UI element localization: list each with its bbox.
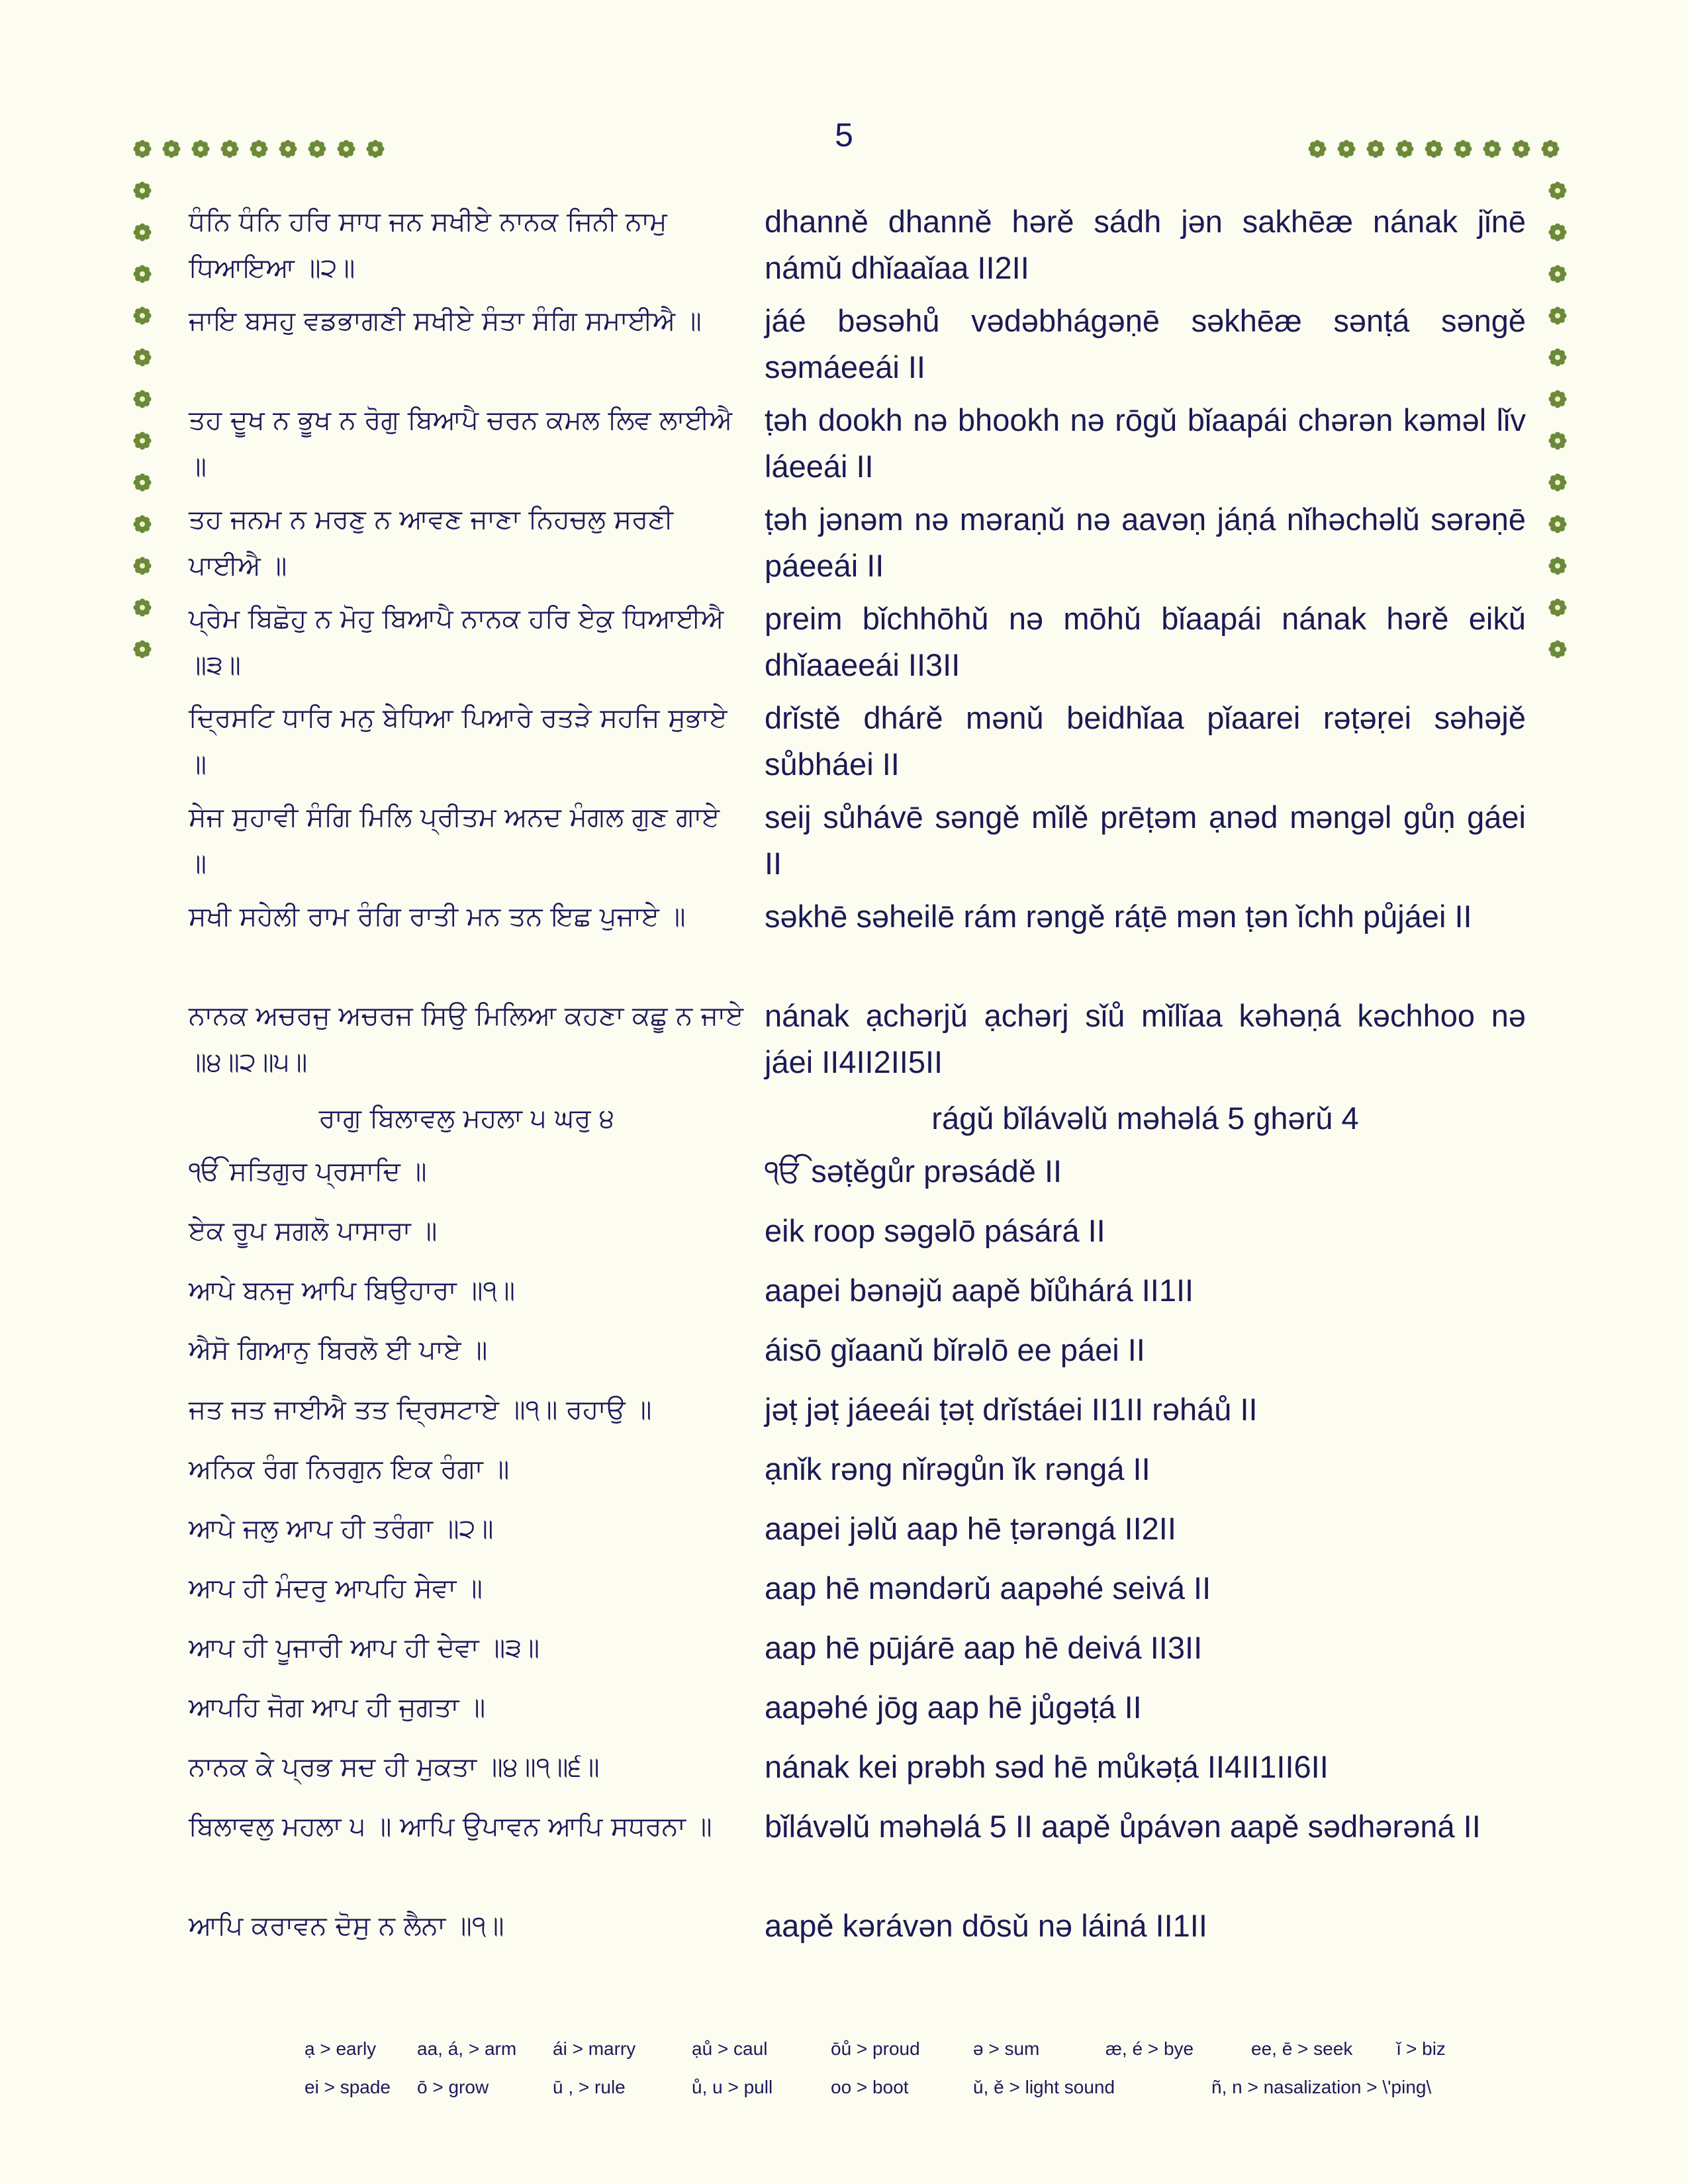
- transliteration-text: nának ạchərjǔ ạchərj sǐů mǐlǐaa kəhəṇá kəchhoo nə jáei II4II2II5II: [765, 998, 1526, 1079]
- legend-item: ōů > proud: [831, 2038, 920, 2059]
- flower-ornament-icon: [1548, 639, 1568, 659]
- flower-ornament-icon: [191, 139, 211, 159]
- gurmukhi-text: ਆਪੇ ਬਨਜੁ ਆਪਿ ਬਿਉਹਾਰਾ ॥੧॥: [189, 1275, 516, 1306]
- transliteration-text: jáé bəsəhů vədəbhágəṇē səkhēæ sənṭá səngě səmáeeái II: [765, 303, 1526, 385]
- gurmukhi-text: ਆਪਹਿ ਜੋਗ ਆਪ ਹੀ ਜੁਗਤਾ ॥: [189, 1692, 486, 1723]
- transliteration-text: eik roop səgəlō pásárá II: [765, 1213, 1105, 1248]
- gurmukhi-text: ਅਨਿਕ ਰੰਗ ਨਿਰਗੁਨ ਇਕ ਰੰਗਾ ॥: [189, 1454, 510, 1484]
- legend-item: ái > marry: [553, 2038, 636, 2059]
- flower-ornament-icon: [1511, 139, 1531, 159]
- flower-ornament-icon: [336, 139, 356, 159]
- flower-ornament-icon: [1548, 389, 1568, 409]
- gurmukhi-text: ਰਾਗੁ ਬਿਲਾਵਲੁ ਮਹਲਾ ੫ ਘਰੁ ੪: [318, 1103, 615, 1134]
- transliteration-text: aapəhé jōg aap hē jůgəṭá II: [765, 1690, 1142, 1725]
- flower-ornament-icon: [1366, 139, 1385, 159]
- flower-ornament-icon: [1548, 514, 1568, 534]
- flower-ornament-icon: [132, 181, 152, 201]
- gurmukhi-text: ਤਹ ਜਨਮ ਨ ਮਰਣੁ ਨ ਆਵਣ ਜਾਣਾ ਨਿਹਚਲੁ ਸਰਣੀ ਪਾਈਐ ॥: [189, 504, 674, 581]
- legend-item: ō > grow: [417, 2077, 489, 2097]
- legend-item: ạ > early: [305, 2038, 377, 2059]
- legend-item: ů, u > pull: [692, 2077, 773, 2097]
- flower-ornament-icon: [1548, 347, 1568, 367]
- gurmukhi-text: ਸਖੀ ਸਹੇਲੀ ਰਾਮ ਰੰਗਿ ਰਾਤੀ ਮਨ ਤਨ ਇਛ ਪੁਜਾਏ ॥: [189, 901, 686, 932]
- gurmukhi-text: ਏਕ ਰੂਪ ਸਗਲੋ ਪਾਸਾਰਾ ॥: [189, 1216, 438, 1246]
- flower-ornament-icon: [1336, 139, 1356, 159]
- transliteration-text: səkhē səheilē rám rəngě ráṭē mən ṭən ǐchh půjáei II: [765, 899, 1472, 934]
- flower-ornament-icon: [132, 389, 152, 409]
- gurmukhi-text: ਦ੍ਰਿਸਟਿ ਧਾਰਿ ਮਨੁ ਬੇਧਿਆ ਪਿਆਰੇ ਰਤੜੇ ਸਹਜਿ ਸੁਭਾਏ ॥: [189, 703, 727, 780]
- transliteration-text: drǐstě dhárě mənǔ beidhǐaa pǐaarei rəṭəṛei səhəjě sůbháei II: [765, 700, 1526, 782]
- pronunciation-legend: [305, 2038, 1496, 2115]
- gurmukhi-text: ੴ ਸਤਿਗੁਰ ਪ੍ਰਸਾਦਿ ॥: [189, 1156, 427, 1187]
- transliteration-text: aapei jəlǔ aap hē ṭərəngá II2II: [765, 1511, 1176, 1546]
- flower-ornament-icon: [1548, 264, 1568, 284]
- transliteration-text: jəṭ jəṭ jáeeái ṭəṭ drǐstáei II1II rəháů II: [765, 1392, 1258, 1427]
- transliteration-text: seij sůhávē səngě mǐlě prēṭəm ạnəd məngəl gůṇ gáei II: [765, 799, 1526, 881]
- legend-item: ǔ, ě > light sound: [973, 2077, 1115, 2097]
- gurmukhi-text: ਐਸੋ ਗਿਆਨੁ ਬਿਰਲੋ ਈ ਪਾਏ ॥: [189, 1335, 488, 1365]
- flower-ornament-icon: [132, 347, 152, 367]
- flower-ornament-icon: [1548, 598, 1568, 617]
- page-number: 5: [835, 116, 853, 154]
- legend-item: ǐ > biz: [1397, 2038, 1446, 2059]
- gurmukhi-text: ਆਪ ਹੀ ਪੂਜਾਰੀ ਆਪ ਹੀ ਦੇਵਾ ॥੩॥: [189, 1633, 540, 1663]
- flower-ornament-icon: [1548, 306, 1568, 326]
- flower-ornament-icon: [278, 139, 298, 159]
- gurmukhi-text: ਆਪੇ ਜਲੁ ਆਪ ਹੀ ਤਰੰਗਾ ॥੨॥: [189, 1514, 494, 1544]
- flower-ornament-icon: [1482, 139, 1502, 159]
- flower-ornament-icon: [132, 473, 152, 492]
- flower-ornament-icon: [162, 139, 181, 159]
- transliteration-text: ੴ səṭěgůr prəsádě II: [765, 1154, 1062, 1189]
- flower-ornament-icon: [249, 139, 269, 159]
- transliteration-text: ṭəh jənəm nə məraṇǔ nə aavəṇ jáṇá nǐhəchəlǔ sərəṇē páeeái II: [765, 502, 1526, 583]
- flower-ornament-icon: [132, 598, 152, 617]
- transliteration-text: aapei bənəjǔ aapě bǐůhárá II1II: [765, 1273, 1194, 1308]
- transliteration-text: áisō gǐaanǔ bǐrəlō ee páei II: [765, 1332, 1145, 1367]
- transliteration-text: ạnǐk rəng nǐrəgůn ǐk rəngá II: [765, 1451, 1150, 1486]
- transliteration-text: aapě kərávən dōsǔ nə láiná II1II: [765, 1908, 1207, 1943]
- flower-ornament-icon: [365, 139, 385, 159]
- gurmukhi-text: ਤਹ ਦੂਖ ਨ ਭੂਖ ਨ ਰੋਗੁ ਬਿਆਪੈ ਚਰਨ ਕਮਲ ਲਿਵ ਲਾਈਐ ॥: [189, 405, 733, 482]
- legend-item: ei > spade: [305, 2077, 391, 2097]
- legend-item: ạů > caul: [692, 2038, 768, 2059]
- legend-item: oo > boot: [831, 2077, 909, 2097]
- gurmukhi-text: ਪ੍ਰੇਮ ਬਿਛੋਹੁ ਨ ਮੋਹੁ ਬਿਆਪੈ ਨਾਨਕ ਹਰਿ ਏਕੁ ਧਿਆਈਐ ॥੩॥: [189, 604, 724, 680]
- flower-ornament-icon: [1540, 139, 1560, 159]
- transliteration-text: ṭəh dookh nə bhookh nə rōgǔ bǐaapái chərən kəməl lǐv láeeái II: [765, 402, 1526, 484]
- flower-ornament-icon: [1548, 222, 1568, 242]
- legend-item: ñ, n > nasalization > \'ping\: [1211, 2077, 1432, 2097]
- flower-ornament-icon: [132, 139, 152, 159]
- gurmukhi-text: ਨਾਨਕ ਅਚਰਜੁ ਅਚਰਜ ਸਿਉ ਮਿਲਿਆ ਕਹਣਾ ਕਛੂ ਨ ਜਾਏ ॥੪॥੨॥੫॥: [189, 1001, 744, 1077]
- flower-ornament-icon: [132, 639, 152, 659]
- legend-item: aa, á, > arm: [417, 2038, 517, 2059]
- legend-row: [305, 2038, 1496, 2077]
- flower-ornament-icon: [132, 431, 152, 451]
- gurmukhi-text: ਜਾਇ ਬਸਹੁ ਵਡਭਾਗਣੀ ਸਖੀਏ ਸੰਤਾ ਸੰਗਿ ਸਮਾਈਐ ॥: [189, 306, 702, 336]
- transliteration-text: aap hē məndərǔ aapəhé seivá II: [765, 1570, 1211, 1606]
- legend-item: ə > sum: [973, 2038, 1040, 2059]
- gurmukhi-text: ਆਪ ਹੀ ਮੰਦਰੁ ਆਪਹਿ ਸੇਵਾ ॥: [189, 1573, 483, 1604]
- gurmukhi-text: ਸੇਜ ਸੁਹਾਵੀ ਸੰਗਿ ਮਿਲਿ ਪ੍ਰੀਤਮ ਅਨਦ ਮੰਗਲ ਗੁਣ ਗਾਏ ॥: [189, 802, 720, 879]
- flower-ornament-icon: [132, 306, 152, 326]
- gurmukhi-text: ਨਾਨਕ ਕੇ ਪ੍ਰਭ ਸਦ ਹੀ ਮੁਕਤਾ ॥੪॥੧॥੬॥: [189, 1752, 600, 1782]
- gurmukhi-text: ਜਤ ਜਤ ਜਾਈਐ ਤਤ ਦ੍ਰਿਸਟਾਏ ॥੧॥ ਰਹਾਉ ॥: [189, 1394, 652, 1425]
- flower-ornament-icon: [132, 514, 152, 534]
- flower-ornament-icon: [132, 222, 152, 242]
- transliteration-text: rágǔ bǐlávəlǔ məhəlá 5 ghərǔ 4: [931, 1101, 1359, 1136]
- flower-ornament-icon: [132, 264, 152, 284]
- legend-item: æ, é > bye: [1105, 2038, 1194, 2059]
- flower-ornament-icon: [1424, 139, 1444, 159]
- transliteration-text: aap hē pūjárē aap hē deivá II3II: [765, 1630, 1203, 1665]
- flower-ornament-icon: [1548, 181, 1568, 201]
- legend-item: ee, ē > seek: [1251, 2038, 1353, 2059]
- flower-ornament-icon: [1395, 139, 1415, 159]
- legend-item: ū , > rule: [553, 2077, 626, 2097]
- flower-ornament-icon: [1307, 139, 1327, 159]
- flower-ornament-icon: [220, 139, 240, 159]
- flower-ornament-icon: [307, 139, 327, 159]
- flower-ornament-icon: [1548, 431, 1568, 451]
- gurmukhi-text: ਬਿਲਾਵਲੁ ਮਹਲਾ ੫ ॥ ਆਪਿ ਉਪਾਵਨ ਆਪਿ ਸਧਰਨਾ ॥: [189, 1811, 712, 1842]
- transliteration-text: dhanně dhanně hərě sádh jən sakhēæ nának jǐnē námǔ dhǐaaǐaa II2II: [765, 204, 1526, 285]
- flower-ornament-icon: [1548, 556, 1568, 576]
- gurmukhi-text: ਧੰਨਿ ਧੰਨਿ ਹਰਿ ਸਾਧ ਜਨ ਸਖੀਏ ਨਾਨਕ ਜਿਨੀ ਨਾਮੁ ਧਿਆਇਆ ॥੨॥: [189, 206, 667, 283]
- transliteration-text: nának kei prəbh səd hē můkəṭá II4II1II6II: [765, 1749, 1329, 1784]
- transliteration-text: preim bǐchhōhǔ nə mōhǔ bǐaapái nának hərě eikǔ dhǐaaeeái II3II: [765, 601, 1526, 682]
- gurmukhi-text: ਆਪਿ ਕਰਾਵਨ ਦੋਸੁ ਨ ਲੈਨਾ ॥੧॥: [189, 1911, 504, 1941]
- transliteration-text: bǐlávəlǔ məhəlá 5 II aapě ůpávən aapě sədhərəná II: [765, 1809, 1481, 1844]
- legend-row: [305, 2077, 1496, 2115]
- flower-ornament-icon: [1548, 473, 1568, 492]
- flower-ornament-icon: [1453, 139, 1473, 159]
- flower-ornament-icon: [132, 556, 152, 576]
